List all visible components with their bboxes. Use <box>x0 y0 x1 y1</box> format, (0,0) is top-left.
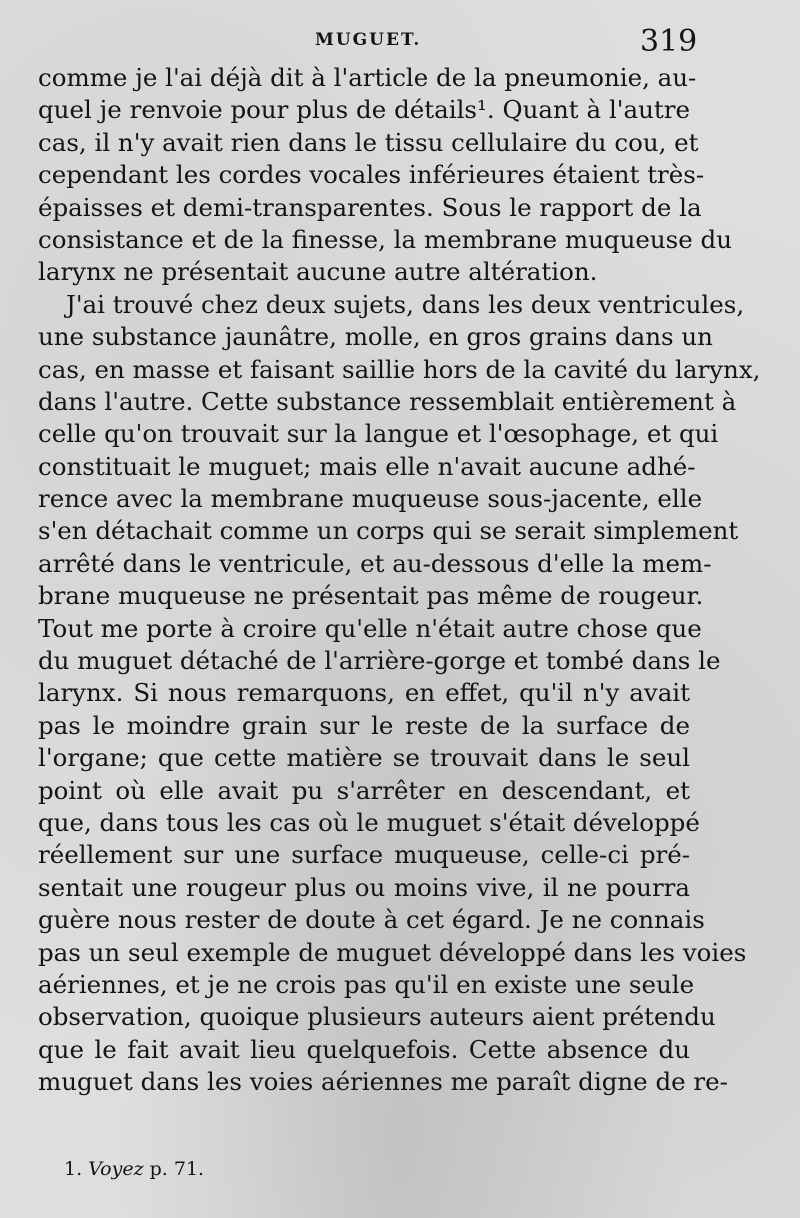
text-line: guère nous rester de doute à cet égard. Je ne connais <box>38 905 705 935</box>
text-line: comme je l'ai déjà dit à l'article de la pneumonie, au- <box>38 63 697 92</box>
body-text <box>38 62 761 1099</box>
text-line: que, dans tous les cas où le muguet s'était développé <box>38 807 700 837</box>
text-line: l'organe; que cette matière se trouvait dans le seul <box>38 743 690 773</box>
text-line: cas, en masse et faisant saillie hors de la cavité du larynx, <box>38 354 761 384</box>
text-line: pas un seul exemple de muguet développé dans les voies <box>38 937 747 967</box>
text-line: aériennes, et je ne crois pas qu'il en existe une seule <box>38 969 695 999</box>
text-line: une substance jaunâtre, molle, en gros grains dans un <box>38 322 713 352</box>
running-head: MUGUET. <box>315 30 422 50</box>
text-line: muguet dans les voies aériennes me paraît digne de re- <box>38 1067 728 1097</box>
footnote-reference: p. 71. <box>149 1158 205 1180</box>
text-line: larynx ne présentait aucune autre altération. <box>38 257 598 287</box>
page-number: 319 <box>640 24 698 59</box>
paragraph-start-line: J'ai trouvé chez deux sujets, dans les deux ventricules, <box>66 289 745 319</box>
footnote <box>64 1158 204 1180</box>
text-line: celle qu'on trouvait sur la langue et l'œsophage, et qui <box>38 419 719 449</box>
text-line: réellement sur une surface muqueuse, celle-ci pré- <box>38 840 690 870</box>
text-line: point où elle avait pu s'arrêter en descendant, et <box>38 775 690 805</box>
footnote-label: Voyez <box>88 1158 144 1180</box>
text-line: brane muqueuse ne présentait pas même de rougeur. <box>38 581 704 611</box>
text-line: consistance et de la finesse, la membrane muqueuse du <box>38 224 732 254</box>
text-line: observation, quoique plusieurs auteurs aient prétendu <box>38 1002 716 1032</box>
text-line: s'en détachait comme un corps qui se serait simplement <box>38 516 739 546</box>
footnote-number: 1. <box>64 1158 83 1180</box>
text-line: cas, il n'y avait rien dans le tissu cellulaire du cou, et <box>38 127 699 157</box>
text-line: Tout me porte à croire qu'elle n'était autre chose que <box>38 613 702 643</box>
text-line: rence avec la membrane muqueuse sous-jacente, elle <box>38 484 703 514</box>
text-line: quel je renvoie pour plus de détails¹. Quant à l'autre <box>38 95 690 125</box>
text-line: du muguet détaché de l'arrière-gorge et tombé dans le <box>38 646 721 676</box>
text-line: arrêté dans le ventricule, et au-dessous d'elle la mem- <box>38 548 712 578</box>
text-line: cependant les cordes vocales inférieures étaient très- <box>38 160 705 190</box>
text-line: constituait le muguet; mais elle n'avait aucune adhé- <box>38 451 696 481</box>
text-line: que le fait avait lieu quelquefois. Cette absence du <box>38 1034 690 1064</box>
text-line: dans l'autre. Cette substance ressemblait entièrement à <box>38 386 737 416</box>
text-line: larynx. Si nous remarquons, en effet, qu'il n'y avait <box>38 678 690 708</box>
text-line: épaisses et demi-transparentes. Sous le rapport de la <box>38 192 702 222</box>
text-line: pas le moindre grain sur le reste de la surface de <box>38 710 690 740</box>
text-line: sentait une rougeur plus ou moins vive, il ne pourra <box>38 872 690 902</box>
